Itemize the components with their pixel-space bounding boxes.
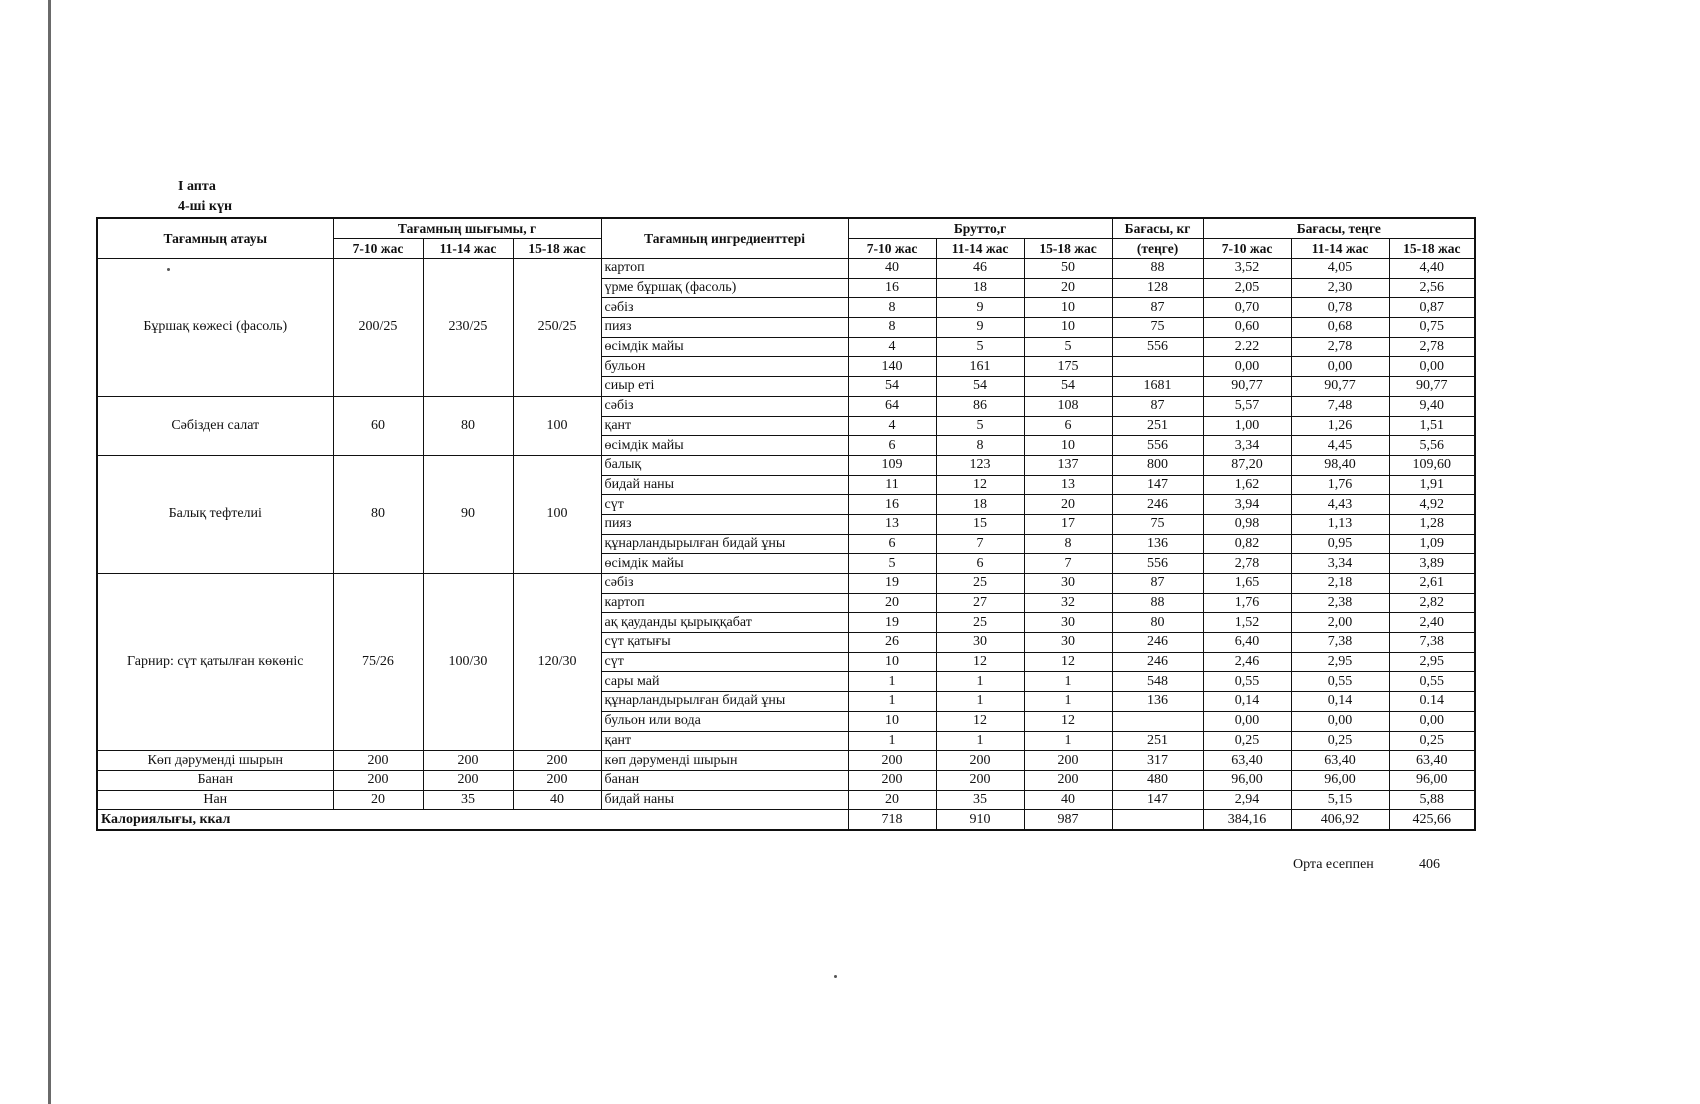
ingredient-price-kg: 88 bbox=[1112, 593, 1203, 613]
ingredient-price: 1,28 bbox=[1389, 514, 1475, 534]
ingredient-price: 0,55 bbox=[1203, 672, 1291, 692]
ingredient-price: 1,76 bbox=[1291, 475, 1389, 495]
ingredient-price: 4,05 bbox=[1291, 259, 1389, 279]
ingredient-brutto: 30 bbox=[1024, 574, 1112, 594]
ingredient-price: 0,60 bbox=[1203, 318, 1291, 338]
ingredient-price: 109,60 bbox=[1389, 455, 1475, 475]
ingredient-brutto: 20 bbox=[848, 593, 936, 613]
ingredient-brutto: 19 bbox=[848, 613, 936, 633]
dish-name: Сәбізден салат bbox=[97, 396, 333, 455]
ingredient-name: сүт қатығы bbox=[601, 633, 848, 653]
ingredient-brutto: 40 bbox=[1024, 790, 1112, 810]
ingredient-name: сүт bbox=[601, 652, 848, 672]
ingredient-brutto: 1 bbox=[1024, 731, 1112, 751]
ingredient-price: 1,51 bbox=[1389, 416, 1475, 436]
ingredient-price: 4,40 bbox=[1389, 259, 1475, 279]
dish-name: Балық тефтелиі bbox=[97, 455, 333, 573]
ingredient-price: 0,00 bbox=[1389, 711, 1475, 731]
ingredient-price: 3,89 bbox=[1389, 554, 1475, 574]
ingredient-name: ақ қауданды қырыққабат bbox=[601, 613, 848, 633]
ingredient-price: 7,38 bbox=[1389, 633, 1475, 653]
ingredient-price: 2,30 bbox=[1291, 278, 1389, 298]
ingredient-price: 0,68 bbox=[1291, 318, 1389, 338]
ingredient-price-kg: 246 bbox=[1112, 633, 1203, 653]
ingredient-price-kg: 80 bbox=[1112, 613, 1203, 633]
ingredient-brutto: 140 bbox=[848, 357, 936, 377]
ingredient-price: 5,57 bbox=[1203, 396, 1291, 416]
dish-yield: 200 bbox=[423, 751, 513, 771]
ingredient-price: 4,45 bbox=[1291, 436, 1389, 456]
ingredient-price: 2,61 bbox=[1389, 574, 1475, 594]
ingredient-price: 2,82 bbox=[1389, 593, 1475, 613]
ingredient-price: 1,52 bbox=[1203, 613, 1291, 633]
ingredient-price-kg: 136 bbox=[1112, 534, 1203, 554]
total-price: 384,16 bbox=[1203, 810, 1291, 830]
ingredient-price: 5,88 bbox=[1389, 790, 1475, 810]
ingredient-brutto: 30 bbox=[1024, 613, 1112, 633]
ingredient-price: 4,92 bbox=[1389, 495, 1475, 515]
ingredient-brutto: 1 bbox=[936, 672, 1024, 692]
dish-name: Көп дәруменді шырын bbox=[97, 751, 333, 771]
ingredient-name: өсімдік майы bbox=[601, 337, 848, 357]
ingredient-brutto: 19 bbox=[848, 574, 936, 594]
total-label: Калориялығы, ккал bbox=[97, 810, 848, 830]
day-label: 4-ші күн bbox=[178, 199, 233, 214]
table-row bbox=[97, 770, 1475, 790]
ingredient-brutto: 30 bbox=[936, 633, 1024, 653]
ingredient-brutto: 1 bbox=[848, 692, 936, 712]
ingredient-brutto: 12 bbox=[1024, 711, 1112, 731]
ingredient-price: 1,09 bbox=[1389, 534, 1475, 554]
ingredient-brutto: 137 bbox=[1024, 455, 1112, 475]
ingredient-name: сәбіз bbox=[601, 574, 848, 594]
dish-yield: 200 bbox=[513, 770, 601, 790]
ingredient-price-kg: 800 bbox=[1112, 455, 1203, 475]
ingredient-brutto: 8 bbox=[848, 298, 936, 318]
table-row bbox=[97, 455, 1475, 475]
ingredient-price: 3,34 bbox=[1203, 436, 1291, 456]
col-price-header: Бағасы, теңге bbox=[1203, 218, 1475, 239]
ingredient-price: 90,77 bbox=[1291, 377, 1389, 397]
menu-table bbox=[96, 217, 1476, 831]
ingredient-name: пияз bbox=[601, 514, 848, 534]
dish-yield: 100 bbox=[513, 455, 601, 573]
ingredient-brutto: 16 bbox=[848, 278, 936, 298]
age-header: 15-18 жас bbox=[1024, 239, 1112, 259]
dish-yield: 200/25 bbox=[333, 259, 423, 397]
ingredient-name: бульон или вода bbox=[601, 711, 848, 731]
dish-yield: 200 bbox=[333, 751, 423, 771]
scan-speck bbox=[834, 975, 837, 978]
ingredient-brutto: 25 bbox=[936, 574, 1024, 594]
ingredient-brutto: 5 bbox=[936, 416, 1024, 436]
ingredient-brutto: 109 bbox=[848, 455, 936, 475]
ingredient-brutto: 18 bbox=[936, 278, 1024, 298]
ingredient-price: 0,55 bbox=[1291, 672, 1389, 692]
ingredient-brutto: 108 bbox=[1024, 396, 1112, 416]
ingredient-price: 0,75 bbox=[1389, 318, 1475, 338]
ingredient-price-kg: 128 bbox=[1112, 278, 1203, 298]
ingredient-brutto: 12 bbox=[936, 652, 1024, 672]
ingredient-price: 96,00 bbox=[1291, 770, 1389, 790]
ingredient-price: 0,00 bbox=[1291, 357, 1389, 377]
ingredient-price: 0,25 bbox=[1389, 731, 1475, 751]
age-header: 7-10 жас bbox=[1203, 239, 1291, 259]
ingredient-name: пияз bbox=[601, 318, 848, 338]
ingredient-price: 2,40 bbox=[1389, 613, 1475, 633]
table-row bbox=[97, 751, 1475, 771]
ingredient-brutto: 35 bbox=[936, 790, 1024, 810]
ingredient-brutto: 6 bbox=[1024, 416, 1112, 436]
ingredient-brutto: 40 bbox=[848, 259, 936, 279]
ingredient-brutto: 200 bbox=[848, 751, 936, 771]
ingredient-brutto: 10 bbox=[1024, 318, 1112, 338]
ingredient-price-kg: 147 bbox=[1112, 790, 1203, 810]
ingredient-price-kg: 246 bbox=[1112, 495, 1203, 515]
ingredient-price: 0,25 bbox=[1291, 731, 1389, 751]
header-row-1 bbox=[97, 218, 1475, 239]
ingredient-brutto: 32 bbox=[1024, 593, 1112, 613]
ingredient-name: сиыр еті bbox=[601, 377, 848, 397]
ingredient-price: 2.22 bbox=[1203, 337, 1291, 357]
ingredient-price: 7,38 bbox=[1291, 633, 1389, 653]
ingredient-brutto: 17 bbox=[1024, 514, 1112, 534]
ingredient-brutto: 6 bbox=[848, 534, 936, 554]
ingredient-brutto: 123 bbox=[936, 455, 1024, 475]
ingredient-price: 0,82 bbox=[1203, 534, 1291, 554]
ingredient-brutto: 9 bbox=[936, 298, 1024, 318]
ingredient-price-kg: 75 bbox=[1112, 318, 1203, 338]
ingredient-brutto: 54 bbox=[1024, 377, 1112, 397]
table-row bbox=[97, 790, 1475, 810]
ingredient-name: банан bbox=[601, 770, 848, 790]
ingredient-price: 0,14 bbox=[1203, 692, 1291, 712]
ingredient-price-kg bbox=[1112, 357, 1203, 377]
scan-speck bbox=[167, 268, 170, 271]
ingredient-brutto: 16 bbox=[848, 495, 936, 515]
ingredient-brutto: 10 bbox=[1024, 298, 1112, 318]
dish-yield: 100/30 bbox=[423, 574, 513, 751]
ingredient-name: құнарландырылған бидай ұны bbox=[601, 534, 848, 554]
dish-yield: 60 bbox=[333, 396, 423, 455]
dish-yield: 90 bbox=[423, 455, 513, 573]
ingredient-price-kg: 548 bbox=[1112, 672, 1203, 692]
ingredient-price: 63,40 bbox=[1389, 751, 1475, 771]
ingredient-price: 1,26 bbox=[1291, 416, 1389, 436]
ingredient-brutto: 200 bbox=[1024, 751, 1112, 771]
ingredient-brutto: 86 bbox=[936, 396, 1024, 416]
col-price-kg-header: Бағасы, кг bbox=[1112, 218, 1203, 239]
ingredient-price: 2,95 bbox=[1389, 652, 1475, 672]
ingredient-brutto: 5 bbox=[1024, 337, 1112, 357]
ingredient-brutto: 7 bbox=[1024, 554, 1112, 574]
ingredient-name: өсімдік майы bbox=[601, 554, 848, 574]
ingredient-price: 0,00 bbox=[1291, 711, 1389, 731]
ingredient-price: 2,05 bbox=[1203, 278, 1291, 298]
ingredient-brutto: 8 bbox=[848, 318, 936, 338]
ingredient-name: картоп bbox=[601, 593, 848, 613]
ingredient-brutto: 18 bbox=[936, 495, 1024, 515]
age-header: 15-18 жас bbox=[1389, 239, 1475, 259]
ingredient-name: қант bbox=[601, 731, 848, 751]
ingredient-brutto: 25 bbox=[936, 613, 1024, 633]
ingredient-price: 0,98 bbox=[1203, 514, 1291, 534]
ingredient-price: 1,13 bbox=[1291, 514, 1389, 534]
ingredient-brutto: 64 bbox=[848, 396, 936, 416]
ingredient-price-kg: 87 bbox=[1112, 574, 1203, 594]
ingredient-price: 0,00 bbox=[1389, 357, 1475, 377]
ingredient-price-kg: 556 bbox=[1112, 436, 1203, 456]
ingredient-price: 2,78 bbox=[1389, 337, 1475, 357]
ingredient-price: 2,78 bbox=[1291, 337, 1389, 357]
table-row bbox=[97, 574, 1475, 594]
ingredient-brutto: 20 bbox=[1024, 278, 1112, 298]
ingredient-brutto: 54 bbox=[848, 377, 936, 397]
ingredient-brutto: 5 bbox=[848, 554, 936, 574]
ingredient-name: бидай наны bbox=[601, 475, 848, 495]
ingredient-price: 96,00 bbox=[1203, 770, 1291, 790]
ingredient-price-kg: 480 bbox=[1112, 770, 1203, 790]
dish-yield: 40 bbox=[513, 790, 601, 810]
ingredient-price: 2,95 bbox=[1291, 652, 1389, 672]
ingredient-brutto: 26 bbox=[848, 633, 936, 653]
ingredient-price: 3,52 bbox=[1203, 259, 1291, 279]
ingredient-price: 2,94 bbox=[1203, 790, 1291, 810]
ingredient-brutto: 27 bbox=[936, 593, 1024, 613]
ingredient-brutto: 175 bbox=[1024, 357, 1112, 377]
ingredient-name: үрме бұршақ (фасоль) bbox=[601, 278, 848, 298]
ingredient-brutto: 1 bbox=[936, 692, 1024, 712]
ingredient-brutto: 1 bbox=[936, 731, 1024, 751]
total-brutto: 987 bbox=[1024, 810, 1112, 830]
ingredient-name: құнарландырылған бидай ұны bbox=[601, 692, 848, 712]
ingredient-price: 0,70 bbox=[1203, 298, 1291, 318]
ingredient-price-kg: 251 bbox=[1112, 416, 1203, 436]
ingredient-price-kg: 317 bbox=[1112, 751, 1203, 771]
ingredient-brutto: 1 bbox=[848, 672, 936, 692]
ingredient-price: 1,65 bbox=[1203, 574, 1291, 594]
ingredient-brutto: 200 bbox=[848, 770, 936, 790]
total-price: 425,66 bbox=[1389, 810, 1475, 830]
ingredient-price: 0,87 bbox=[1389, 298, 1475, 318]
table-row bbox=[97, 396, 1475, 416]
ingredient-brutto: 5 bbox=[936, 337, 1024, 357]
ingredient-name: сәбіз bbox=[601, 298, 848, 318]
ingredient-price: 90,77 bbox=[1389, 377, 1475, 397]
ingredient-brutto: 12 bbox=[1024, 652, 1112, 672]
ingredient-price: 5,15 bbox=[1291, 790, 1389, 810]
ingredient-price: 63,40 bbox=[1203, 751, 1291, 771]
ingredient-price: 0,95 bbox=[1291, 534, 1389, 554]
age-header: 11-14 жас bbox=[423, 239, 513, 259]
ingredient-name: қант bbox=[601, 416, 848, 436]
ingredient-price: 0,00 bbox=[1203, 711, 1291, 731]
ingredient-name: бидай наны bbox=[601, 790, 848, 810]
ingredient-price: 1,91 bbox=[1389, 475, 1475, 495]
ingredient-price-kg: 75 bbox=[1112, 514, 1203, 534]
ingredient-brutto: 200 bbox=[936, 751, 1024, 771]
total-price: 406,92 bbox=[1291, 810, 1389, 830]
ingredient-price: 2,00 bbox=[1291, 613, 1389, 633]
dish-yield: 20 bbox=[333, 790, 423, 810]
ingredient-price: 5,56 bbox=[1389, 436, 1475, 456]
ingredient-brutto: 4 bbox=[848, 416, 936, 436]
ingredient-name: картоп bbox=[601, 259, 848, 279]
total-price-kg-empty bbox=[1112, 810, 1203, 830]
dish-name: Нан bbox=[97, 790, 333, 810]
ingredient-brutto: 50 bbox=[1024, 259, 1112, 279]
ingredient-brutto: 46 bbox=[936, 259, 1024, 279]
dish-yield: 200 bbox=[333, 770, 423, 790]
ingredient-price: 96,00 bbox=[1389, 770, 1475, 790]
ingredient-brutto: 8 bbox=[936, 436, 1024, 456]
dish-yield: 80 bbox=[423, 396, 513, 455]
ingredient-brutto: 10 bbox=[1024, 436, 1112, 456]
ingredient-brutto: 1 bbox=[1024, 692, 1112, 712]
ingredient-price-kg: 556 bbox=[1112, 337, 1203, 357]
average-value: 406 bbox=[1419, 857, 1440, 872]
age-header: 11-14 жас bbox=[1291, 239, 1389, 259]
ingredient-price: 7,48 bbox=[1291, 396, 1389, 416]
ingredient-brutto: 30 bbox=[1024, 633, 1112, 653]
ingredient-brutto: 10 bbox=[848, 652, 936, 672]
ingredient-price: 0,25 bbox=[1203, 731, 1291, 751]
ingredient-price: 90,77 bbox=[1203, 377, 1291, 397]
ingredient-price: 0.14 bbox=[1389, 692, 1475, 712]
ingredient-brutto: 1 bbox=[1024, 672, 1112, 692]
ingredient-brutto: 11 bbox=[848, 475, 936, 495]
ingredient-price-kg: 251 bbox=[1112, 731, 1203, 751]
ingredient-price-kg: 87 bbox=[1112, 298, 1203, 318]
ingredient-name: бульон bbox=[601, 357, 848, 377]
ingredient-price: 98,40 bbox=[1291, 455, 1389, 475]
average-label: Орта есеппен bbox=[1293, 857, 1374, 872]
ingredient-brutto: 8 bbox=[1024, 534, 1112, 554]
col-price-kg-unit: (теңге) bbox=[1112, 239, 1203, 259]
dish-yield: 250/25 bbox=[513, 259, 601, 397]
ingredient-brutto: 12 bbox=[936, 475, 1024, 495]
ingredient-price: 2,78 bbox=[1203, 554, 1291, 574]
ingredient-brutto: 6 bbox=[848, 436, 936, 456]
ingredient-price-kg: 147 bbox=[1112, 475, 1203, 495]
ingredient-price: 1,00 bbox=[1203, 416, 1291, 436]
col-brutto-header: Брутто,г bbox=[848, 218, 1112, 239]
ingredient-name: сәбіз bbox=[601, 396, 848, 416]
ingredient-brutto: 9 bbox=[936, 318, 1024, 338]
menu-table-body bbox=[97, 259, 1475, 810]
ingredient-price-kg: 556 bbox=[1112, 554, 1203, 574]
ingredient-price: 1,76 bbox=[1203, 593, 1291, 613]
ingredient-price: 2,18 bbox=[1291, 574, 1389, 594]
ingredient-brutto: 13 bbox=[848, 514, 936, 534]
age-header: 11-14 жас bbox=[936, 239, 1024, 259]
age-header: 7-10 жас bbox=[333, 239, 423, 259]
ingredient-price: 3,94 bbox=[1203, 495, 1291, 515]
page-binding-edge bbox=[48, 0, 51, 1104]
ingredient-price-kg bbox=[1112, 711, 1203, 731]
table-row bbox=[97, 259, 1475, 279]
dish-yield: 230/25 bbox=[423, 259, 513, 397]
ingredient-price-kg: 88 bbox=[1112, 259, 1203, 279]
ingredient-price-kg: 87 bbox=[1112, 396, 1203, 416]
ingredient-price-kg: 246 bbox=[1112, 652, 1203, 672]
dish-yield: 100 bbox=[513, 396, 601, 455]
ingredient-price: 0,00 bbox=[1203, 357, 1291, 377]
ingredient-price-kg: 1681 bbox=[1112, 377, 1203, 397]
ingredient-price: 2,56 bbox=[1389, 278, 1475, 298]
ingredient-price: 0,14 bbox=[1291, 692, 1389, 712]
ingredient-brutto: 6 bbox=[936, 554, 1024, 574]
ingredient-brutto: 4 bbox=[848, 337, 936, 357]
ingredient-brutto: 15 bbox=[936, 514, 1024, 534]
col-dish-header: Тағамның атауы bbox=[97, 218, 333, 259]
ingredient-brutto: 12 bbox=[936, 711, 1024, 731]
ingredient-price: 4,43 bbox=[1291, 495, 1389, 515]
ingredient-name: балық bbox=[601, 455, 848, 475]
dish-name: Банан bbox=[97, 770, 333, 790]
total-brutto: 910 bbox=[936, 810, 1024, 830]
total-row bbox=[97, 810, 1475, 830]
dish-name: Гарнир: сүт қатылған көкөніс bbox=[97, 574, 333, 751]
ingredient-price: 0,78 bbox=[1291, 298, 1389, 318]
ingredient-price: 87,20 bbox=[1203, 455, 1291, 475]
dish-yield: 200 bbox=[423, 770, 513, 790]
dish-yield: 200 bbox=[513, 751, 601, 771]
ingredient-brutto: 20 bbox=[1024, 495, 1112, 515]
week-label: I апта bbox=[178, 179, 216, 194]
dish-yield: 120/30 bbox=[513, 574, 601, 751]
ingredient-price: 3,34 bbox=[1291, 554, 1389, 574]
dish-yield: 80 bbox=[333, 455, 423, 573]
ingredient-name: сүт bbox=[601, 495, 848, 515]
ingredient-name: сары май bbox=[601, 672, 848, 692]
dish-yield: 35 bbox=[423, 790, 513, 810]
total-brutto: 718 bbox=[848, 810, 936, 830]
ingredient-brutto: 161 bbox=[936, 357, 1024, 377]
ingredient-price: 0,55 bbox=[1389, 672, 1475, 692]
age-header: 15-18 жас bbox=[513, 239, 601, 259]
dish-name: Бұршақ көжесі (фасоль) bbox=[97, 259, 333, 397]
ingredient-brutto: 200 bbox=[1024, 770, 1112, 790]
ingredient-name: көп дәруменді шырын bbox=[601, 751, 848, 771]
ingredient-price: 2,38 bbox=[1291, 593, 1389, 613]
age-header: 7-10 жас bbox=[848, 239, 936, 259]
ingredient-price: 9,40 bbox=[1389, 396, 1475, 416]
ingredient-brutto: 54 bbox=[936, 377, 1024, 397]
ingredient-price: 1,62 bbox=[1203, 475, 1291, 495]
ingredient-brutto: 13 bbox=[1024, 475, 1112, 495]
ingredient-name: өсімдік майы bbox=[601, 436, 848, 456]
ingredient-price-kg: 136 bbox=[1112, 692, 1203, 712]
dish-yield: 75/26 bbox=[333, 574, 423, 751]
ingredient-brutto: 1 bbox=[848, 731, 936, 751]
ingredient-price: 6,40 bbox=[1203, 633, 1291, 653]
ingredient-brutto: 20 bbox=[848, 790, 936, 810]
ingredient-brutto: 7 bbox=[936, 534, 1024, 554]
col-ingredients-header: Тағамның ингредиенттері bbox=[601, 218, 848, 259]
ingredient-price: 63,40 bbox=[1291, 751, 1389, 771]
ingredient-brutto: 10 bbox=[848, 711, 936, 731]
col-yield-header: Тағамның шығымы, г bbox=[333, 218, 601, 239]
ingredient-brutto: 200 bbox=[936, 770, 1024, 790]
ingredient-price: 2,46 bbox=[1203, 652, 1291, 672]
